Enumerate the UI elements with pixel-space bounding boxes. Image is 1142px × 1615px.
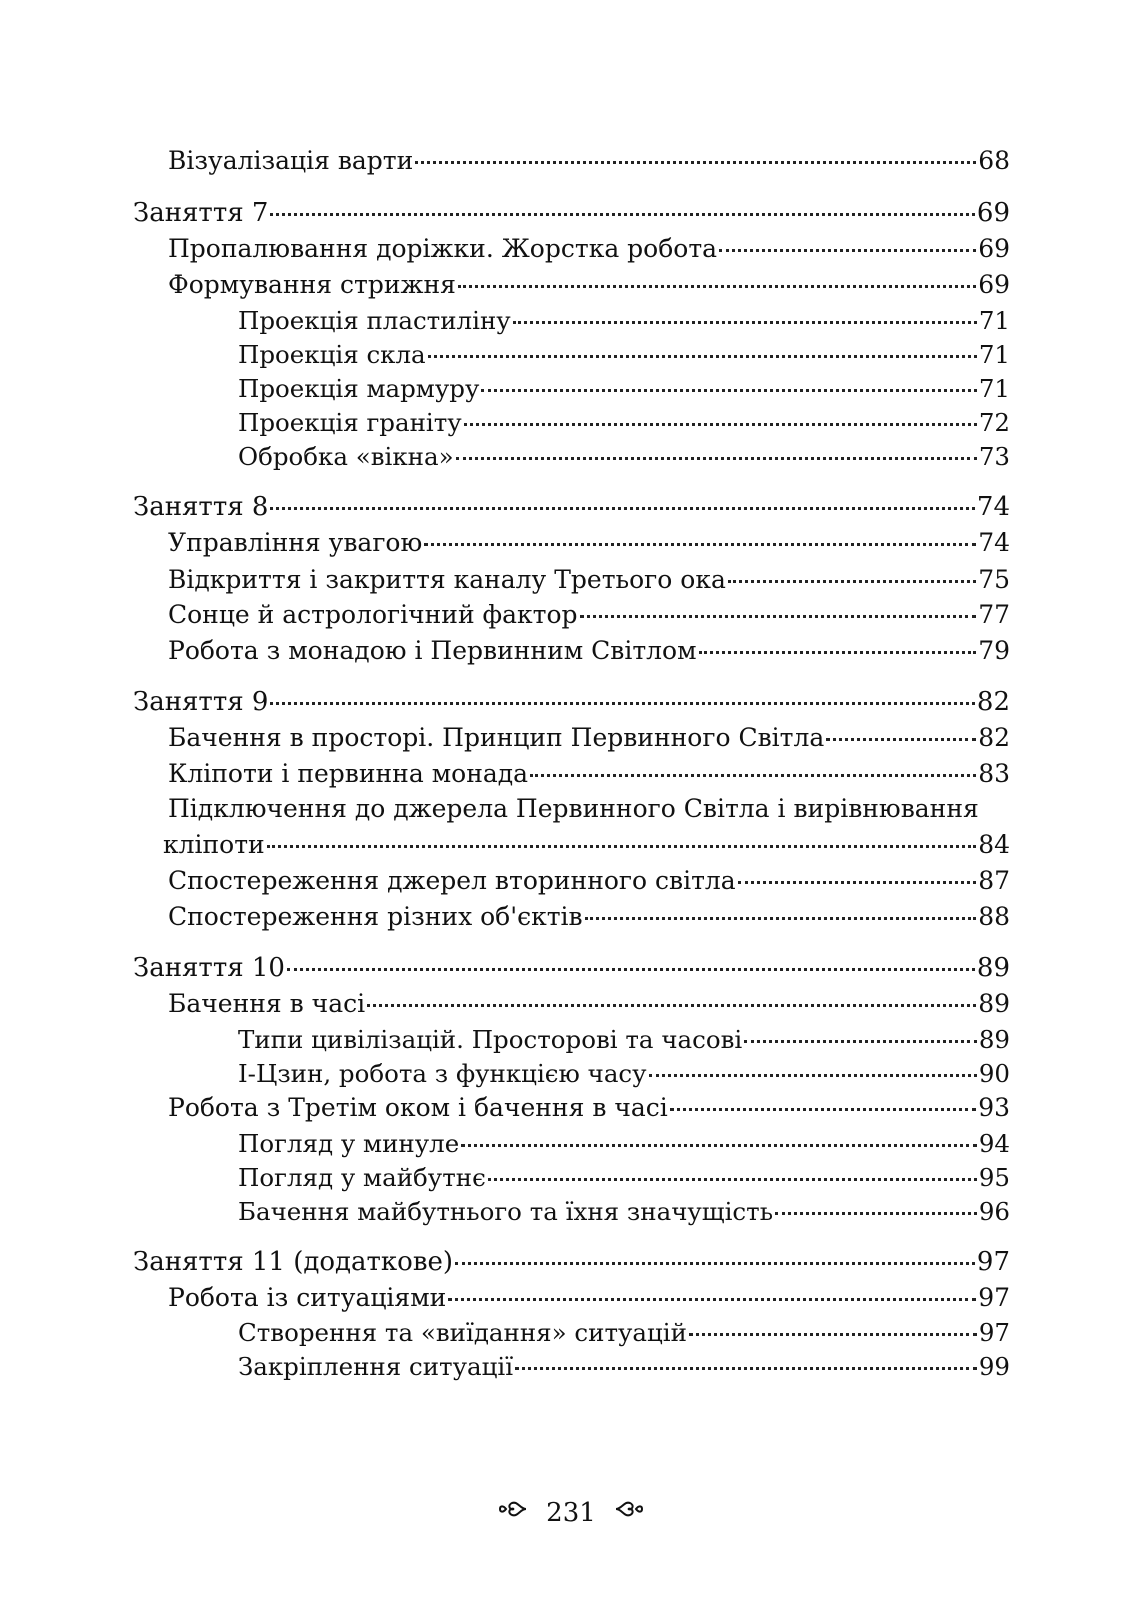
toc-entry-page: 77 [978, 600, 1010, 629]
toc-entry-page: 74 [976, 492, 1010, 522]
toc-entry-title: Бачення в часі [168, 989, 366, 1018]
toc-entry-page: 71 [978, 374, 1010, 403]
leader-dots [488, 1178, 977, 1181]
toc-entry [133, 1056, 1010, 1092]
leader-dots [530, 774, 976, 777]
toc-entry-title: Погляд у майбутнє [238, 1163, 486, 1192]
toc-entry-title: Робота з Третім оком і бачення в часі [168, 1093, 668, 1122]
toc-entry-title: Проекція пластиліну [238, 306, 511, 335]
toc-entry-page: 89 [978, 1025, 1010, 1054]
leader-dots [456, 457, 977, 460]
toc-entry [133, 1160, 1010, 1196]
toc-entry-page: 83 [978, 759, 1010, 788]
toc-entry-page: 69 [978, 234, 1010, 263]
toc-entry-title: Створення та «виїдання» ситуацій [238, 1318, 687, 1347]
toc-entry-title: Заняття 10 [133, 953, 285, 983]
toc-entry-title: Візуалізація варти [168, 146, 414, 175]
toc-entry-title: Проекція граніту [238, 408, 462, 437]
toc-entry [133, 1349, 1010, 1385]
toc-entry-title-wrapped: Підключення до джерела Первинного Світла і вирівнювання [168, 794, 979, 823]
toc-entry [133, 986, 1010, 1022]
leader-dots [461, 1144, 977, 1147]
toc-entry-title: Заняття 11 (додаткове) [133, 1247, 453, 1277]
toc-entry-page: 99 [978, 1352, 1010, 1381]
leader-dots [744, 1040, 977, 1043]
leader-dots [719, 249, 976, 252]
toc-entry-title: кліпоти [163, 830, 265, 859]
toc-entry [133, 303, 1010, 339]
leader-dots [448, 1298, 976, 1301]
toc-entry-title: Пропалювання доріжки. Жорстка робота [168, 234, 718, 263]
page-number: 231 [546, 1497, 596, 1528]
toc-entry [133, 405, 1010, 441]
toc-entry-page: 79 [978, 636, 1010, 665]
toc-entry-title: Типи цивілізацій. Просторові та часові [238, 1025, 743, 1054]
toc-entry-title: Заняття 9 [133, 687, 269, 717]
leader-dots [513, 321, 977, 324]
toc-entry [133, 371, 1010, 407]
toc-entry-title: Формування стрижня [168, 270, 456, 299]
leader-dots [455, 1262, 975, 1265]
toc-entry [133, 267, 1010, 303]
toc-entry-title: Проекція скла [238, 340, 426, 369]
leader-dots [670, 1108, 976, 1111]
toc-entry-title: Відкриття і закриття каналу Третього ока [168, 565, 726, 594]
toc-entry [133, 899, 1010, 935]
leader-dots [458, 285, 976, 288]
toc-entry-title: Погляд у минуле [238, 1129, 460, 1158]
toc-entry-page: 88 [978, 902, 1010, 931]
toc-entry [133, 827, 1010, 863]
toc-entry [133, 684, 1010, 720]
toc-entry [133, 489, 1010, 525]
toc-entry [133, 231, 1010, 267]
toc-entry-page: 89 [978, 989, 1010, 1018]
toc-entry-title: Робота з монадою і Первинним Світлом [168, 636, 697, 665]
toc-entry [133, 562, 1010, 598]
toc-entry-page: 68 [978, 146, 1010, 175]
toc-entry-page: 95 [978, 1163, 1010, 1192]
leader-dots [267, 845, 976, 848]
toc-entry [133, 863, 1010, 899]
leader-dots [580, 615, 977, 618]
toc-entry-title: Закріплення ситуації [238, 1352, 514, 1381]
toc-entry [133, 633, 1010, 669]
toc-entry-page: 93 [978, 1093, 1010, 1122]
leader-dots [287, 968, 975, 971]
toc-entry [133, 1194, 1010, 1230]
leader-dots [775, 1212, 977, 1215]
toc-entry [133, 720, 1010, 756]
leader-dots [585, 917, 977, 920]
toc-entry-page: 87 [978, 866, 1010, 895]
toc-entry-page: 71 [978, 340, 1010, 369]
ornament-right-icon [614, 1496, 644, 1529]
toc-entry-page: 82 [978, 723, 1010, 752]
toc-entry-page: 69 [978, 270, 1010, 299]
toc-entry [133, 1315, 1010, 1351]
leader-dots [728, 580, 976, 583]
toc-entry-page: 71 [978, 306, 1010, 335]
leader-dots [428, 355, 977, 358]
toc-entry-title: Обробка «вікна» [238, 442, 454, 471]
toc-entry-title: Заняття 7 [133, 198, 269, 228]
toc-entry-title: Бачення майбутнього та їхня значущість [238, 1197, 774, 1226]
toc-entry [133, 1280, 1010, 1316]
toc-entry-page: 97 [976, 1247, 1010, 1277]
toc-entry-title: Спостереження різних об'єктів [168, 902, 583, 931]
toc-entry-page: 75 [978, 565, 1010, 594]
toc-entry [133, 950, 1010, 986]
toc-entry-title: І-Цзин, робота з функцією часу [238, 1059, 647, 1088]
toc-entry [133, 756, 1010, 792]
leader-dots [270, 702, 974, 705]
leader-dots [481, 389, 976, 392]
toc-entry [133, 143, 1010, 179]
toc-entry-page: 84 [978, 830, 1010, 859]
toc-entry-page: 90 [978, 1059, 1010, 1088]
leader-dots [270, 507, 974, 510]
toc-entry [133, 439, 1010, 475]
toc-entry [133, 1090, 1010, 1126]
toc-entry-title: Робота із ситуаціями [168, 1283, 447, 1312]
toc-entry-title: Сонце й астрологічний фактор [168, 600, 578, 629]
toc-entry-title: Кліпоти і первинна монада [168, 759, 529, 788]
toc-entry-page: 97 [978, 1318, 1010, 1347]
leader-dots [415, 161, 976, 164]
toc-entry [133, 597, 1010, 633]
toc-entry-title: Заняття 8 [133, 492, 269, 522]
leader-dots [270, 213, 974, 216]
toc-entry [133, 525, 1010, 561]
leader-dots [826, 738, 976, 741]
toc-entry-page: 72 [978, 408, 1010, 437]
leader-dots [649, 1074, 977, 1077]
toc-entry [133, 337, 1010, 373]
leader-dots [699, 651, 977, 654]
toc-entry [133, 1244, 1010, 1280]
toc-entry-page: 94 [978, 1129, 1010, 1158]
toc-entry-page: 73 [978, 442, 1010, 471]
toc-entry [133, 1126, 1010, 1162]
toc-entry-page: 82 [976, 687, 1010, 717]
toc-entry-title: Управління увагою [168, 528, 423, 557]
leader-dots [689, 1333, 977, 1336]
leader-dots [738, 881, 976, 884]
toc-entry-page: 74 [978, 528, 1010, 557]
toc-entry-page: 69 [976, 198, 1010, 228]
toc-entry-page: 96 [978, 1197, 1010, 1226]
leader-dots [424, 543, 976, 546]
toc-entry-page: 89 [976, 953, 1010, 983]
toc-entry [133, 195, 1010, 231]
page-footer [0, 1496, 1142, 1529]
toc-entry-page: 97 [978, 1283, 1010, 1312]
toc-entry-title: Проекція мармуру [238, 374, 480, 403]
toc-entry-title: Бачення в просторі. Принцип Первинного Світла [168, 723, 825, 752]
leader-dots [464, 423, 977, 426]
leader-dots [367, 1004, 976, 1007]
toc-entry [133, 1022, 1010, 1058]
toc-entry-title: Спостереження джерел вторинного світла [168, 866, 736, 895]
ornament-left-icon [498, 1496, 528, 1529]
leader-dots [515, 1367, 977, 1370]
